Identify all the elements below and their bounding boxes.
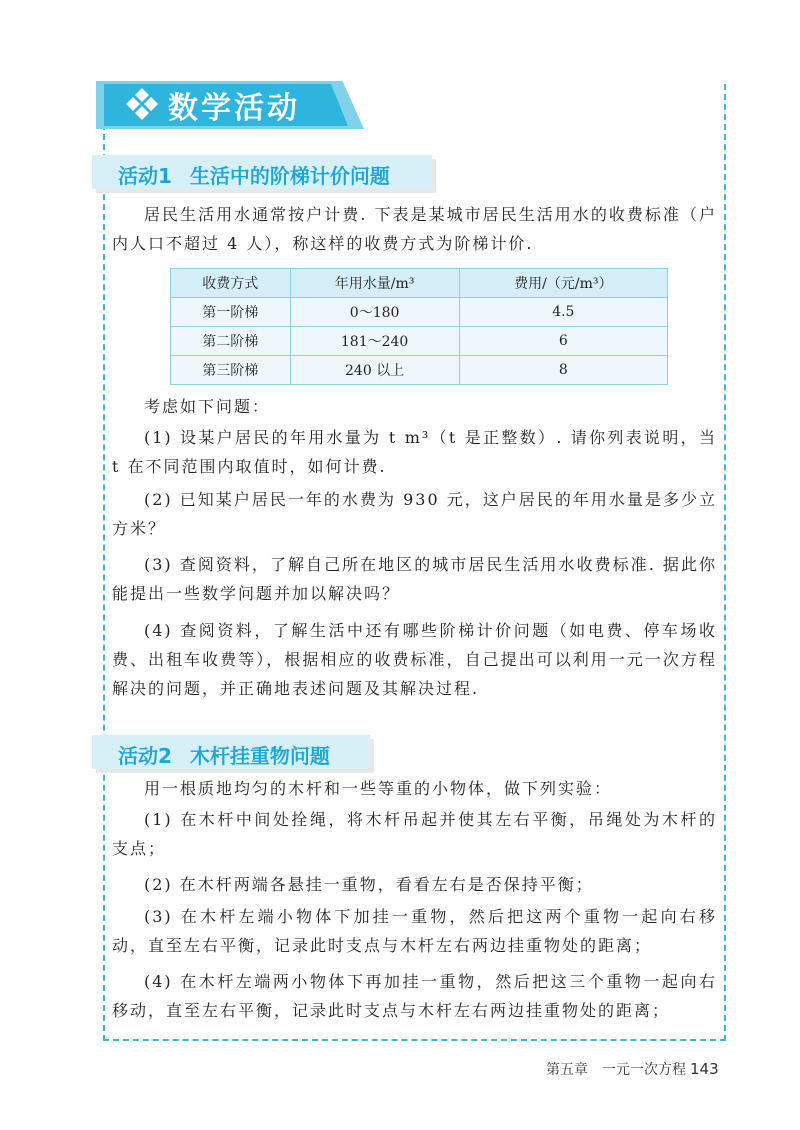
step-2: (2) 在木杆两端各悬挂一重物，看看左右是否保持平衡；	[144, 875, 594, 894]
activity2-title: 木杆挂重物问题	[189, 744, 330, 768]
step-3: (3) 在木杆左端小物体下加挂一重物，然后把这两个重物一起向右移动，直至左右平衡，记录此时支点与木杆左右两边挂重物处的距离；	[112, 907, 717, 955]
table-header: 年用水量/m³	[290, 269, 459, 298]
table-header: 收费方式	[171, 269, 291, 298]
table-cell: 4.5	[459, 298, 667, 327]
section-title: 数学活动	[168, 91, 300, 126]
chapter-title: 第五章 一元一次方程	[546, 1062, 686, 1078]
question-4: (4) 查阅资料，了解生活中还有哪些阶梯计价问题（如电费、停车场收费、出租车收费等），根据相应的收费标准，自己提出可以利用一元一次方程解决的问题，并正确地表述问题及其解决过程.	[112, 621, 717, 698]
activity1-intro: 居民生活用水通常按户计费. 下表是某城市居民生活用水的收费标准（户内人口不超过 4 人），称这样的收费方式为阶梯计价.	[112, 205, 717, 253]
question-3: (3) 查阅资料，了解自己所在地区的城市居民生活用水收费标准. 据此你能提出一些数学问题并加以解决吗？	[112, 555, 717, 603]
table-row	[171, 327, 668, 356]
table-cell: 181～240	[290, 327, 459, 356]
table-header-row	[171, 269, 668, 298]
question-1: (1) 设某户居民的年用水量为 t m³（t 是正整数）. 请你列表说明，当 t 在不同范围内取值时，如何计费.	[112, 428, 717, 476]
table-cell: 6	[459, 327, 667, 356]
activity1-label: 活动1	[118, 164, 172, 188]
page-number: 143	[690, 1060, 719, 1078]
table-row	[171, 356, 668, 385]
diamond-logo-icon	[124, 86, 160, 122]
page-footer	[546, 1059, 719, 1079]
table-cell: 第一阶梯	[171, 298, 291, 327]
table-header: 费用/（元/m³）	[459, 269, 667, 298]
consider-text: 考虑如下问题：	[144, 397, 271, 416]
table-row	[171, 298, 668, 327]
table-cell: 第二阶梯	[171, 327, 291, 356]
table-cell: 240 以上	[290, 356, 459, 385]
question-2: (2) 已知某户居民一年的水费为 930 元，这户居民的年用水量是多少立方米？	[112, 490, 717, 538]
table-cell: 0～180	[290, 298, 459, 327]
fee-table	[170, 268, 668, 385]
activity2-label: 活动2	[118, 744, 172, 768]
activity2-intro: 用一根质地均匀的木杆和一些等重的小物体，做下列实验：	[144, 779, 613, 798]
activity2-heading	[118, 740, 330, 769]
table-cell: 8	[459, 356, 667, 385]
step-1: (1) 在木杆中间处拴绳，将木杆吊起并使其左右平衡，吊绳处为木杆的支点；	[112, 810, 717, 858]
table-cell: 第三阶梯	[171, 356, 291, 385]
activity1-title: 生活中的阶梯计价问题	[189, 164, 390, 188]
step-4: (4) 在木杆左端两小物体下再加挂一重物，然后把这三个重物一起向右移动，直至左右平衡，记录此时支点与木杆左右两边挂重物处的距离；	[112, 972, 717, 1020]
activity1-heading	[118, 160, 390, 189]
